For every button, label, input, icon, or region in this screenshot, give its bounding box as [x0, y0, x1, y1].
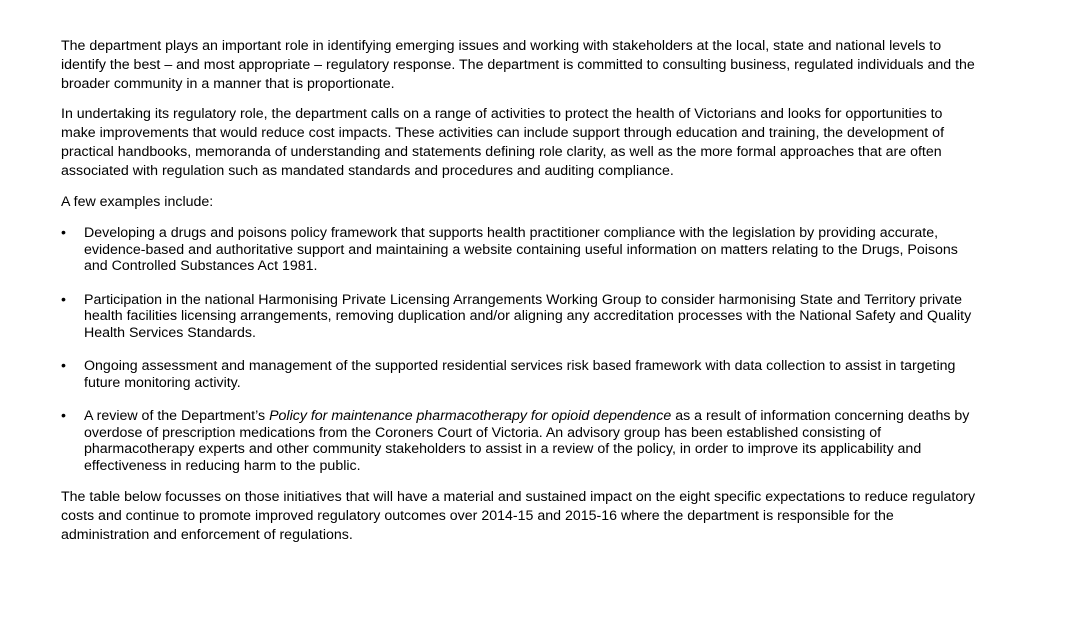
bullet-icon: • — [61, 358, 66, 375]
examples-list — [61, 225, 981, 474]
bullet-icon: • — [61, 225, 66, 242]
policy-title: Policy for maintenance pharmacotherapy for opioid dependence — [269, 408, 672, 425]
list-item-text: Ongoing assessment and management of the supported residential services risk based framework with data collection to assist in targeting future monitoring activity. — [84, 358, 956, 391]
list-item — [61, 225, 981, 275]
document-page — [61, 37, 981, 545]
bullet-icon: • — [61, 291, 66, 308]
paragraph-examples-lead: A few examples include: — [61, 193, 214, 210]
list-item-text: Participation in the national Harmonising Private Licensing Arrangements Working Group to consider harmonising State and Territory private health facilities licensing arrangements, removing duplication and/or aligning any accreditation processes with the National Safety and Quality Health Services Standards. — [84, 291, 972, 341]
list-item-text-prefix: A review of the Department’s — [84, 408, 270, 425]
bullet-icon: • — [61, 408, 66, 425]
paragraph-activities: In undertaking its regulatory role, the department calls on a range of activities to protect the health of Victorians and looks for opportunities to make improvements that would reduce cost impacts. These activities can include support through education and training, the development of practical handbooks, memoranda of understanding and statements defining role clarity, as well as the more formal approaches that are often associated with regulation such as mandated standards and procedures and auditing compliance. — [61, 106, 945, 179]
paragraph-intro: The department plays an important role in identifying emerging issues and working with stakeholders at the local, state and national levels to identify the best – and most appropriate – regulatory response. The department is committed to consulting business, regulated individuals and the broader community in a manner that is proportionate. — [61, 38, 975, 92]
list-item-text: Developing a drugs and poisons policy framework that supports health practitioner compliance with the legislation by providing accurate, evidence-based and authoritative support and maintaining a website containing useful information on matters relating to the Drugs, Poisons and Controlled Substances Act 1981. — [84, 225, 958, 275]
list-item — [61, 358, 981, 391]
paragraph-closing: The table below focusses on those initiatives that will have a material and sustained impact on the eight specific expectations to reduce regulatory costs and continue to promote improved regulatory outcomes over 2014-15 and 2015-16 where the department is responsible for the administration and enforcement of regulations. — [61, 489, 976, 543]
list-item-text-suffix: as a result of information concerning deaths by overdose of prescription medications from the Coroners Court of Victoria. An advisory group has been established consisting of pharmacotherapy experts and other community stakeholders to assist in a review of the policy, in order to improve its applicability and effectiveness in reducing harm to the public. — [84, 408, 970, 474]
list-item — [61, 292, 981, 342]
list-item — [61, 408, 981, 474]
